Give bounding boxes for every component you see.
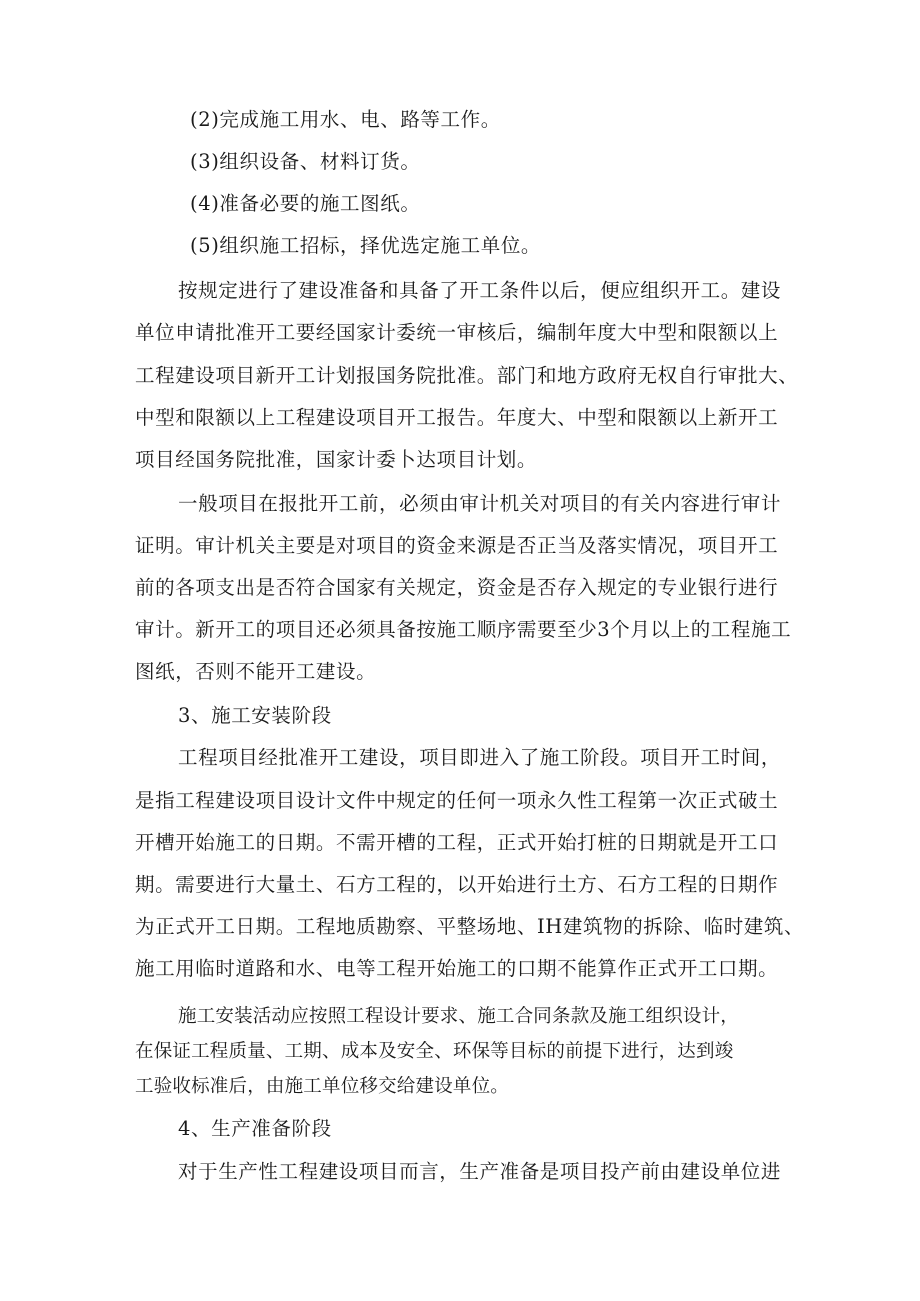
list-item-5: (5)组织施工招标，择优选定施工单位。 bbox=[190, 234, 542, 257]
para1-line-4: 中型和限额以上工程建设项目开工报告。年度大、中型和限额以上新开工 bbox=[135, 406, 779, 429]
para4-line-1: 施工安装活动应按照工程设计要求、施工合同条款及施工组织设计， bbox=[178, 1006, 740, 1027]
list-item-4: (4)准备必要的施工图纸。 bbox=[190, 192, 421, 215]
para2-line-2: 证明。审计机关主要是对项目的资金来源是否正当及落实情况，项目开工 bbox=[135, 534, 779, 557]
para1-line-1: 按规定进行了建设准备和具备了开工条件以后，便应组织开工。建设 bbox=[178, 279, 782, 302]
para2-line-4: 审计。新开工的项目还必须具备按施工顺序需要至少3个月以上的工程施工 bbox=[135, 618, 792, 641]
para2-line-1: 一般项目在报批开工前，必须由审计机关对项目的有关内容进行审计 bbox=[178, 492, 782, 515]
section-heading-4: 4、生产准备阶段 bbox=[178, 1117, 332, 1140]
para4-line-2: 在保证工程质量、工期、成本及安全、环保等目标的前提下进行，达到竣 bbox=[135, 1041, 734, 1062]
para2-line-5: 图纸，否则不能开工建设。 bbox=[135, 660, 377, 683]
para1-line-5: 项目经国务院批准，国家计委卜达项目计划。 bbox=[135, 448, 538, 471]
list-item-3: (3)组织设备、材料订货。 bbox=[190, 150, 421, 173]
para1-line-2: 单位申请批准开工要经国家计委统一审核后，编制年度大中型和限额以上 bbox=[135, 321, 779, 344]
para3-line-5: 为正式开工日期。工程地质勘察、平整场地、IH建筑物的拆除、临时建筑、 bbox=[135, 915, 805, 938]
para3-line-4: 期。需要进行大量土、石方工程的，以开始进行土方、石方工程的日期作 bbox=[135, 873, 779, 896]
para4-line-3: 工验收标准后，由施工单位移交给建设单位。 bbox=[135, 1076, 510, 1097]
list-item-2: (2)完成施工用水、电、路等工作。 bbox=[190, 108, 501, 131]
para3-line-1: 工程项目经批准开工建设，项目即进入了施工阶段。项目开工时间， bbox=[178, 746, 782, 769]
para3-line-6: 施工用临时道路和水、电等工程开始施工的口期不能算作正式开工口期。 bbox=[135, 957, 779, 980]
para3-line-2: 是指工程建设项目设计文件中规定的任何一项永久性工程第一次正式破土 bbox=[135, 789, 779, 812]
para1-line-3: 工程建设项目新开工计划报国务院批准。部门和地方政府无权自行审批大、 bbox=[135, 364, 799, 387]
para5-line-1: 对于生产性工程建设项目而言，生产准备是项目投产前由建设单位进 bbox=[178, 1160, 782, 1183]
para3-line-3: 开槽开始施工的日期。不需开槽的工程，正式开始打桩的日期就是开工口 bbox=[135, 831, 779, 854]
para2-line-3: 前的各项支出是否符合国家有关规定，资金是否存入规定的专业银行进行 bbox=[135, 576, 779, 599]
section-heading-3: 3、施工安装阶段 bbox=[178, 704, 332, 727]
